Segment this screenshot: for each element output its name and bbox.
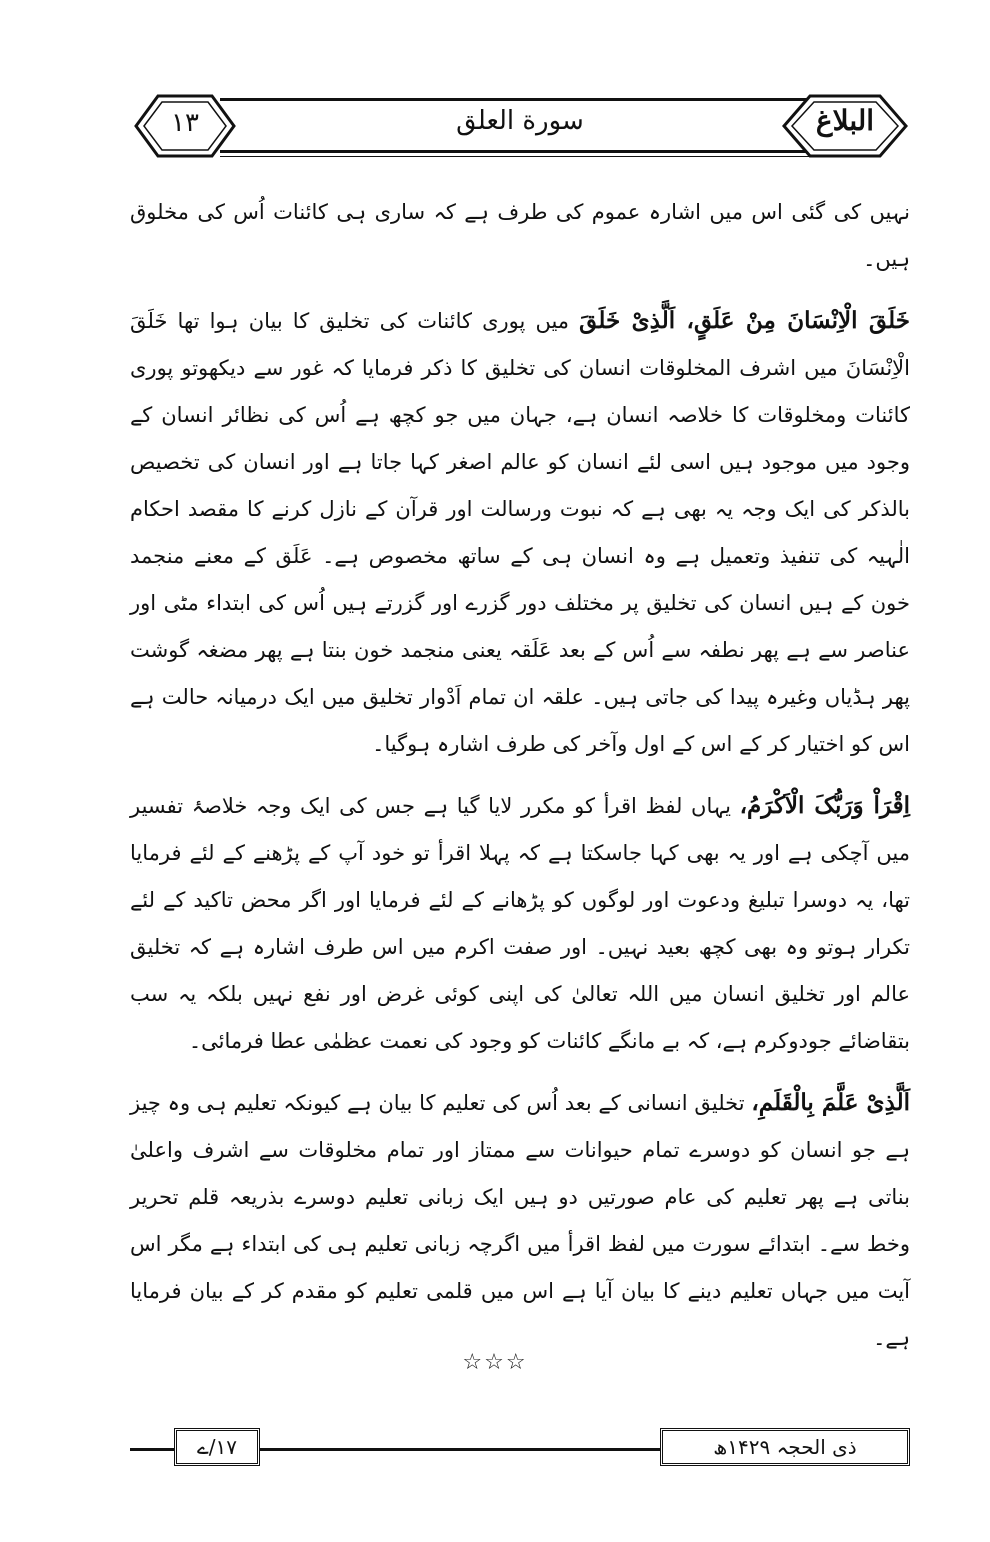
paragraph-intro <box>130 188 910 283</box>
paragraph-text: نہیں کی گئی اس میں اشارہ عموم کی طرف ہے کہ ساری ہی کائنات اُس کی مخلوق ہیں۔ <box>130 200 910 271</box>
paragraph-creation <box>130 297 910 768</box>
header-rule-bottom <box>220 150 820 153</box>
paragraph-text: تخلیق انسانی کے بعد اُس کی تعلیم کا بیان ہے کیونکہ تعلیم ہی وہ چیز ہے جو انسان کو دوسرے تمام حیوانات سے ممتاز اور تمام مخلوقات سے اشرف واعلیٰ بناتی ہے پھر تعلیم کی عام صورتیں دو ہیں ایک زبانی تعلیم دوسرے بذریعہ قلم تحریر وخط سے۔ ابتدائے سورت میں لفظ اقرأ میں اگرچہ زبانی تعلیم ہی کی ابتداء ہے مگر اس آیت میں جہاں تعلیم دینے کا بیان آیا ہے اس میں قلمی تعلیم کو مقدم کر کے بیان فرمایا ہے۔ <box>130 1091 910 1350</box>
footer-page-label: ۱۷/ے <box>174 1428 260 1466</box>
logo-text: البلاغ <box>815 104 875 137</box>
footer-issue-date: ذی الحجہ ۱۴۲۹ھ <box>660 1428 910 1466</box>
verse-text: اَلَّذِیْ عَلَّمَ بِالْقَلَمِ، <box>751 1089 911 1116</box>
paragraph-akram <box>130 782 910 1065</box>
verse-text: خَلَقَ الْاِنْسَانَ مِنْ عَلَقٍ، اَلَّذِیْ خَلَقَ <box>579 307 910 334</box>
section-separator: ☆☆☆ <box>462 1350 528 1375</box>
paragraph-qalam <box>130 1079 910 1362</box>
paragraph-text: یہاں لفظ اقرأ کو مکرر لایا گیا ہے جس کی ایک وجہ خلاصۂ تفسیر میں آچکی ہے اور یہ بھی کہا جاسکتا ہے کہ پہلا اقرأ تو خود آپ کے پڑھنے کے لئے فرمایا تھا، یہ دوسرا تبلیغ ودعوت اور لوگوں کو پڑھانے کے لئے فرمایا اور اگر محض تاکید کے لئے تکرار ہوتو وہ بھی کچھ بعید نہیں۔ اور صفت اکرم میں اس طرف اشارہ ہے کہ تخلیق عالم اور تخلیق انسان میں اللہ تعالیٰ کی اپنی کوئی غرض اور نفع نہیں بلکہ یہ سب بتقاضائے جودوکرم ہے، کہ بے مانگے کائنات کو وجود کی نعمت عظمٰی عطا فرمائی۔ <box>130 794 910 1053</box>
header-rule-bottom-thin <box>220 156 820 157</box>
verse-text: اِقْرَاْ وَرَبُّکَ الْاَکْرَمُ، <box>739 792 910 819</box>
page-footer <box>130 1428 910 1468</box>
paragraph-text: میں پوری کائنات کی تخلیق کا بیان ہوا تھا خَلَقَ الْاِنْسَانَ میں اشرف المخلوقات انسان کی تخلیق کا ذکر فرمایا کہ غور سے دیکھوتو پوری کائنات ومخلوقات کا خلاصہ انسان ہے، جہان میں جو کچھ ہے اُس کی نظائر انسان کے وجود میں موجود ہیں اسی لئے انسان کو عالم اصغر کہا جاتا ہے اور انسان کی تخصیص بالذکر کی ایک وجہ یہ بھی ہے کہ نبوت ورسالت اور قرآن کے نازل کرنے کا مقصد احکام الٰہیہ کی تنفیذ وتعمیل ہے وہ انسان ہی کے ساتھ مخصوص ہے۔ عَلَق کے معنے منجمد خون کے ہیں انسان کی تخلیق پر مختلف دور گزرے اور گزرتے ہیں اُس کی ابتداء مٹی اور عناصر سے ہے پھر نطفہ سے اُس کے بعد عَلَقہ یعنی منجمد خون بنتا ہے پھر مضغہ گوشت پھر ہڈیاں وغیرہ پیدا کی جاتی ہیں۔ علقہ ان تمام اَدْوار تخلیق میں ایک درمیانہ حالت ہے اس کو اختیار کر کے اس کے اول وآخر کی طرف اشارہ ہوگیا۔ <box>130 309 910 756</box>
body-text <box>130 188 910 1376</box>
page-header <box>130 92 910 170</box>
header-rule-top <box>220 98 820 101</box>
page-number: ۱۳ <box>171 108 199 138</box>
journal-logo <box>780 92 910 160</box>
page-title: سورة العلق <box>456 106 584 136</box>
